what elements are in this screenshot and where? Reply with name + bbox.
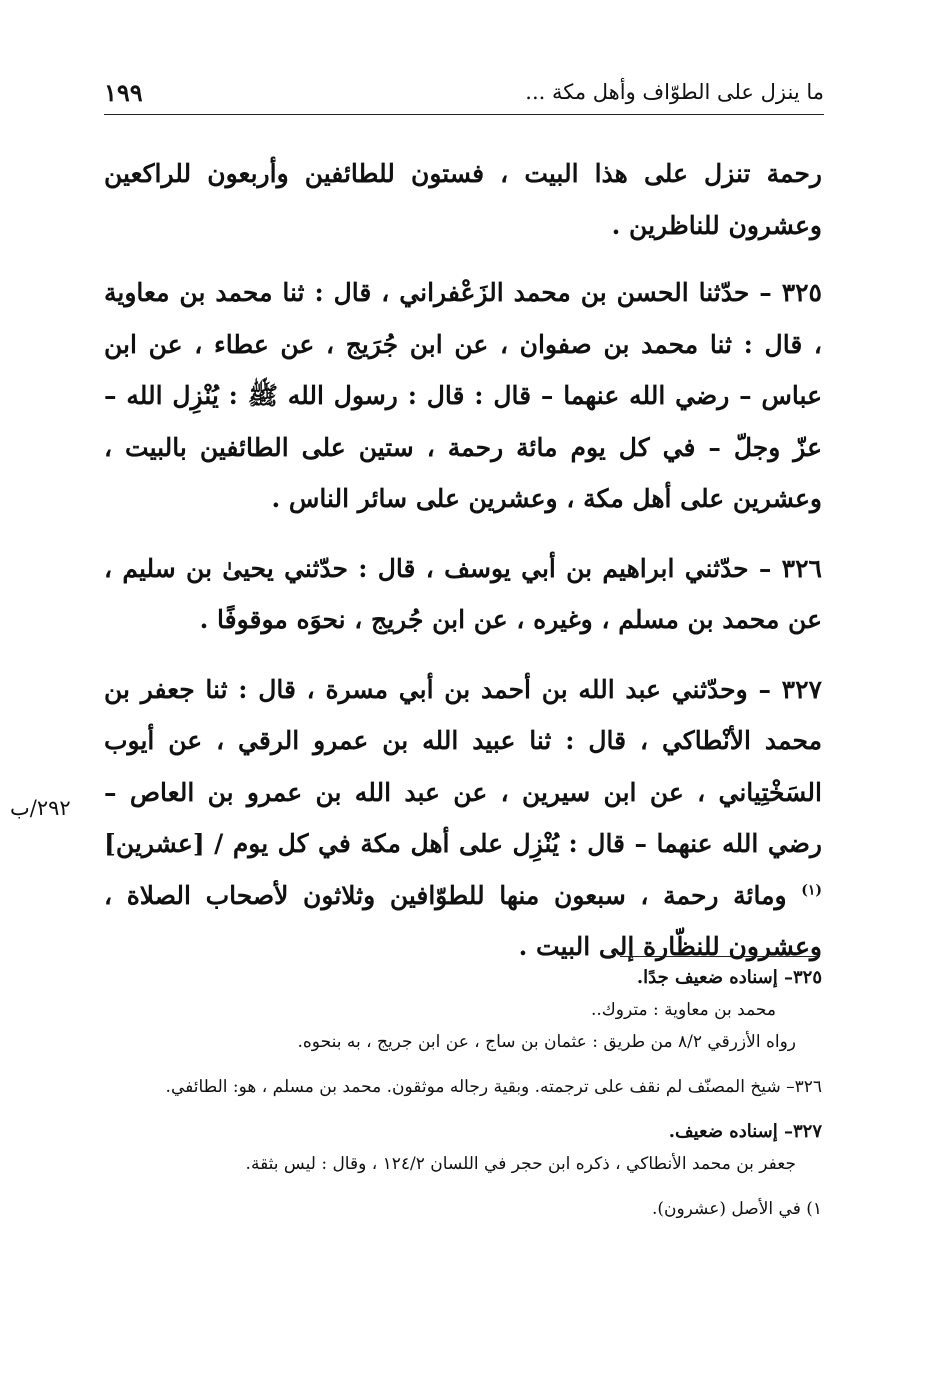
footnote-line: ٣٢٦– شيخ المصنّف لم نقف على ترجمته. وبقية رجاله موثقون. محمد بن مسلم ، هو: الطائفي. <box>165 1077 822 1097</box>
header-rule <box>104 114 824 115</box>
hadith-325 <box>104 267 822 525</box>
footnote-327 <box>104 1116 822 1180</box>
footnote-line: ١) في الأصل (عشرون). <box>651 1199 822 1219</box>
hadith-326 <box>104 543 822 646</box>
footnotes <box>104 962 822 1238</box>
footnote-326 <box>104 1071 822 1103</box>
paragraph-text: رحمة تنزل على هذا البيت ، فستون للطائفين وأربعون للراكعين وعشرون للناظرين . <box>104 159 822 240</box>
footnote-line: محمد بن معاوية : متروك.. <box>590 1000 776 1020</box>
main-text <box>104 148 822 991</box>
paragraph-text: حدّثنا الحسن بن محمد الزَعْفراني ، قال : ثنا محمد بن معاوية ، قال : ثنا محمد بن صفوان ، عن ابن جُرَيج ، عن عطاء ، عن ابن عباس – رضي الله عنهما – قال : قال : رسول الله ﷺ : يُنْزِل الله – عزّ وجلّ – في كل يوم مائة رحمة ، ستين على الطائفين بالبيت ، وعشرين على أهل مكة ، وعشرين على سائر الناس . <box>104 278 822 513</box>
page-header <box>104 72 824 112</box>
footnote-heading: ٣٢٧– إسناده ضعيف. <box>668 1121 822 1142</box>
footnote-rule <box>620 956 820 957</box>
footnote-325 <box>104 962 822 1058</box>
manuscript-folio-note: ٢٩٢/ب <box>10 796 71 820</box>
footnote-reference: (١) <box>801 882 822 899</box>
footnote-heading: ٣٢٥– إسناده ضعيف جدًا. <box>636 967 822 988</box>
footnote-line: جعفر بن محمد الأنطاكي ، ذكره ابن حجر في اللسان ١٢٤/٢ ، وقال : ليس بثقة. <box>245 1154 796 1174</box>
paragraph-text: وحدّثني عبد الله بن أحمد بن أبي مسرة ، قال : ثنا جعفر بن محمد الأنْطاكي ، قال : ثنا عبيد الله بن عمرو الرقي ، عن أيوب السَخْتِياني ، عن ابن سيرين ، عن عبد الله بن عمرو بن العاص – رضي الله عنهما – قال : يُنْزِل على أهل مكة في كل يوم / [عشرين] <box>104 674 822 858</box>
page-number: ١٩٩ <box>104 78 143 107</box>
entry-number: ٣٢٦ – <box>758 553 822 583</box>
footnote-1 <box>104 1193 822 1225</box>
entry-number: ٣٢٥ – <box>759 278 822 307</box>
entry-number: ٣٢٧ – <box>758 674 822 704</box>
paragraph-text: حدّثني ابراهيم بن أبي يوسف ، قال : حدّثني يحيىٰ بن سليم ، عن محمد بن مسلم ، وغيره ، عن ابن جُريج ، نحوَه موقوفًا . <box>104 553 822 634</box>
footnote-line: رواه الأزرقي ٨/٢ من طريق : عثمان بن ساج ، عن ابن جريج ، به بنحوه. <box>297 1032 796 1052</box>
paragraph-continuation <box>104 148 822 251</box>
running-head: ما ينزل على الطوّاف وأهل مكة ... <box>525 80 824 104</box>
hadith-327 <box>104 664 822 973</box>
paragraph-text: ومائة رحمة ، سبعون منها للطوّافين وثلاثون لأصحاب الصلاة ، وعشرون للنظّارة إلى البيت . <box>104 880 822 961</box>
